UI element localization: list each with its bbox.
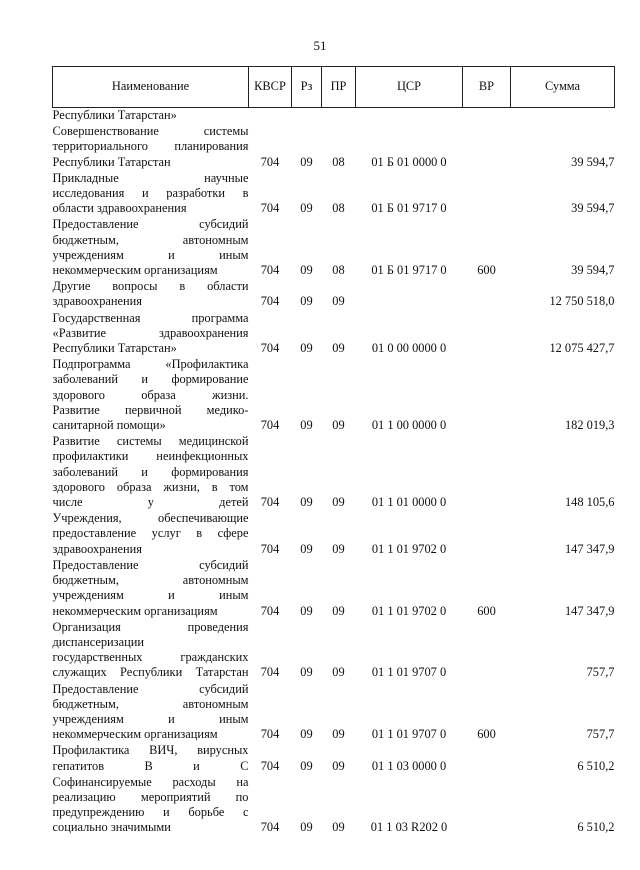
row-name-line: Республики Татарстан» <box>52 108 177 122</box>
row-kvsr: 704 <box>260 201 280 216</box>
table-row <box>53 171 615 218</box>
page-number: 51 <box>313 38 327 53</box>
row-pr <box>322 108 356 125</box>
row-rz: 09 <box>300 758 313 773</box>
column-header-sum: Сумма <box>511 67 615 108</box>
row-sum: 757,7 <box>586 665 615 680</box>
row-name <box>53 108 249 125</box>
table-body <box>53 108 615 837</box>
row-csr: 01 Б 01 9717 0 <box>371 201 447 216</box>
row-sum <box>511 108 615 125</box>
row-csr: 01 1 01 9707 0 <box>371 727 447 742</box>
row-name-line: Развитие системы медицинской <box>52 434 249 449</box>
row-pr: 09 <box>332 758 345 773</box>
table-row <box>53 620 615 682</box>
row-vr <box>463 743 511 774</box>
row-sum: 39 594,7 <box>571 201 615 216</box>
column-header-rz: Рз <box>292 67 322 108</box>
row-name-line: учреждениям и иным <box>52 711 249 726</box>
table-row <box>53 108 615 125</box>
row-csr <box>356 108 463 125</box>
row-name-line: некоммерческим организациям <box>52 727 218 742</box>
table-row <box>53 311 615 358</box>
row-name-line: Развитие первичной медико- <box>52 402 249 417</box>
row-rz: 09 <box>300 294 313 309</box>
row-name-line: некоммерческим организациям <box>52 263 218 278</box>
row-csr: 01 1 03 R202 0 <box>370 820 448 835</box>
row-name-line: исследования и разработки в <box>52 186 249 201</box>
row-name-line: Предоставление субсидий <box>52 681 249 696</box>
row-sum: 147 347,9 <box>564 603 615 618</box>
row-kvsr: 704 <box>260 758 280 773</box>
row-name-line: бюджетным, автономным <box>52 573 249 588</box>
column-header-vr: ВР <box>463 67 511 108</box>
row-rz: 09 <box>300 541 313 556</box>
row-rz <box>292 108 322 125</box>
row-pr: 09 <box>332 541 345 556</box>
row-name-line: территориального планирования <box>52 139 249 154</box>
row-csr: 01 Б 01 0000 0 <box>371 154 447 169</box>
row-name-line: реализацию мероприятий по <box>52 789 249 804</box>
row-csr: 01 0 00 0000 0 <box>371 341 447 356</box>
row-csr: 01 1 00 0000 0 <box>371 418 447 433</box>
row-name <box>53 743 249 774</box>
row-name <box>53 171 249 218</box>
row-rz: 09 <box>300 418 313 433</box>
row-name <box>53 775 249 837</box>
row-rz: 09 <box>300 201 313 216</box>
row-kvsr: 704 <box>260 603 280 618</box>
column-header-kvsr: КВСР <box>249 67 292 108</box>
row-vr <box>463 171 511 218</box>
row-csr: 01 1 01 9702 0 <box>371 541 447 556</box>
table-header-row <box>53 67 615 108</box>
table-row <box>53 682 615 744</box>
row-vr <box>463 434 511 511</box>
row-sum: 12 750 518,0 <box>549 294 615 309</box>
row-sum: 39 594,7 <box>571 263 615 278</box>
row-vr <box>463 279 511 310</box>
row-csr: 01 1 03 0000 0 <box>371 758 447 773</box>
row-name <box>53 279 249 310</box>
row-csr <box>356 279 463 310</box>
row-name-line: числе у детей <box>52 495 249 510</box>
row-kvsr: 704 <box>260 541 280 556</box>
row-pr: 09 <box>332 418 345 433</box>
row-name-line: Предоставление субсидий <box>52 217 249 232</box>
row-rz: 09 <box>300 263 313 278</box>
row-name <box>53 124 249 171</box>
row-name-line: Профилактика ВИЧ, вирусных <box>52 743 249 758</box>
row-name-line: «Развитие здравоохранения <box>52 325 249 340</box>
table-row <box>53 124 615 171</box>
row-name-line: Республики Татарстан» <box>52 341 177 356</box>
row-name-line: заболеваний и формирование <box>52 372 249 387</box>
row-sum: 757,7 <box>586 727 615 742</box>
row-name-line: государственных гражданских <box>52 650 249 665</box>
row-name-line: профилактики неинфекционных <box>52 449 249 464</box>
row-name-line: здравоохранения <box>52 541 142 556</box>
row-kvsr: 704 <box>260 820 280 835</box>
row-name <box>53 357 249 434</box>
row-name-line: санитарной помощи» <box>52 418 166 433</box>
row-vr: 600 <box>477 603 496 618</box>
row-vr <box>463 775 511 837</box>
row-name-line: бюджетным, автономным <box>52 232 249 247</box>
row-pr: 08 <box>332 154 345 169</box>
row-kvsr: 704 <box>260 665 280 680</box>
table-row <box>53 743 615 774</box>
row-pr: 08 <box>332 263 345 278</box>
row-vr <box>463 311 511 358</box>
row-pr: 09 <box>332 495 345 510</box>
row-name-line: области здравоохранения <box>52 201 187 216</box>
row-sum: 6 510,2 <box>577 820 615 835</box>
row-name-line: Организация проведения <box>52 619 249 634</box>
row-name <box>53 558 249 620</box>
row-kvsr: 704 <box>260 294 280 309</box>
row-rz: 09 <box>300 820 313 835</box>
row-pr: 09 <box>332 820 345 835</box>
row-name-line: здорового образа жизни, в том <box>52 479 249 494</box>
row-vr <box>463 511 511 558</box>
row-pr: 09 <box>332 665 345 680</box>
row-pr: 09 <box>332 341 345 356</box>
row-name-line: бюджетным, автономным <box>52 696 249 711</box>
row-rz: 09 <box>300 603 313 618</box>
row-name-line: предоставление услуг в сфере <box>52 526 249 541</box>
column-header-name: Наименование <box>53 67 249 108</box>
row-vr <box>463 124 511 171</box>
row-kvsr: 704 <box>260 495 280 510</box>
row-sum: 6 510,2 <box>577 758 615 773</box>
row-name-line: Прикладные научные <box>52 170 249 185</box>
row-name-line: Подпрограмма «Профилактика <box>52 357 249 372</box>
row-name-line: Другие вопросы в области <box>52 279 249 294</box>
column-header-pr: ПР <box>322 67 356 108</box>
row-csr: 01 Б 01 9717 0 <box>371 263 447 278</box>
column-header-csr: ЦСР <box>356 67 463 108</box>
row-pr: 09 <box>332 294 345 309</box>
row-name-line: предупреждению и борьбе с <box>52 805 249 820</box>
row-pr: 09 <box>332 603 345 618</box>
row-csr: 01 1 01 9707 0 <box>371 665 447 680</box>
row-pr: 09 <box>332 727 345 742</box>
row-sum: 12 075 427,7 <box>549 341 615 356</box>
table-row <box>53 434 615 511</box>
row-name <box>53 682 249 744</box>
row-name-line: учреждениям и иным <box>52 247 249 262</box>
row-csr: 01 1 01 9702 0 <box>371 603 447 618</box>
budget-table <box>52 66 615 837</box>
row-name-line: социально значимыми <box>52 820 171 835</box>
row-name-line: служащих Республики Татарстан <box>52 665 249 680</box>
row-rz: 09 <box>300 727 313 742</box>
table-row <box>53 558 615 620</box>
row-sum: 39 594,7 <box>571 154 615 169</box>
row-rz: 09 <box>300 341 313 356</box>
row-kvsr: 704 <box>260 154 280 169</box>
row-name <box>53 620 249 682</box>
row-name-line: некоммерческим организациям <box>52 603 218 618</box>
row-name <box>53 434 249 511</box>
row-kvsr: 704 <box>260 418 280 433</box>
row-name-line: диспансеризации <box>52 634 144 649</box>
row-name <box>53 511 249 558</box>
row-rz: 09 <box>300 154 313 169</box>
row-name-line: учреждениям и иным <box>52 588 249 603</box>
row-kvsr: 704 <box>260 727 280 742</box>
row-name <box>53 311 249 358</box>
table-row <box>53 279 615 310</box>
row-rz: 09 <box>300 665 313 680</box>
table-row <box>53 357 615 434</box>
row-name-line: здравоохранения <box>52 294 142 309</box>
row-name-line: Софинансируемые расходы на <box>52 774 249 789</box>
row-kvsr <box>249 108 292 125</box>
row-sum: 147 347,9 <box>564 541 615 556</box>
table-row <box>53 775 615 837</box>
row-vr <box>463 620 511 682</box>
row-sum: 148 105,6 <box>564 495 615 510</box>
row-vr: 600 <box>477 263 496 278</box>
row-name <box>53 217 249 279</box>
row-kvsr: 704 <box>260 341 280 356</box>
row-csr: 01 1 01 0000 0 <box>371 495 447 510</box>
row-name-line: гепатитов В и С <box>52 758 249 773</box>
row-vr <box>463 108 511 125</box>
row-name-line: Предоставление субсидий <box>52 557 249 572</box>
row-rz: 09 <box>300 495 313 510</box>
row-kvsr: 704 <box>260 263 280 278</box>
table-row <box>53 217 615 279</box>
row-name-line: здорового образа жизни. <box>52 387 249 402</box>
row-name-line: Государственная программа <box>52 310 249 325</box>
row-name-line: Учреждения, обеспечивающие <box>52 511 249 526</box>
row-sum: 182 019,3 <box>564 418 615 433</box>
row-name-line: Совершенствование системы <box>52 124 249 139</box>
table-row <box>53 511 615 558</box>
row-name-line: Республики Татарстан <box>52 154 171 169</box>
row-name-line: заболеваний и формирования <box>52 464 249 479</box>
row-vr <box>463 357 511 434</box>
row-pr: 08 <box>332 201 345 216</box>
row-vr: 600 <box>477 727 496 742</box>
